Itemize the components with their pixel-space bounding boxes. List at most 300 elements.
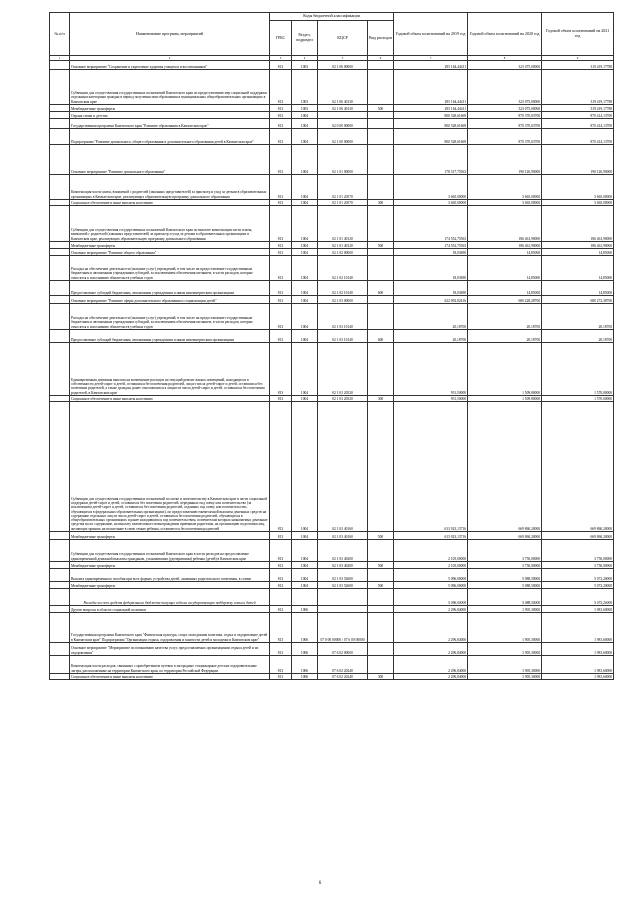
value-2021-cell: 680 272,38700: [542, 296, 614, 304]
vid-cell: [368, 119, 394, 129]
razdel-cell: 1004: [292, 540, 318, 562]
index-cell: 1: [50, 56, 70, 61]
vid-cell: [368, 61, 394, 70]
index-cell: 8: [468, 56, 542, 61]
value-2020-cell: 3 665,00000: [468, 175, 542, 200]
value-2021-cell: 870 414,13700: [542, 119, 614, 129]
ksr-cell: 02 1 01 20570: [318, 200, 368, 206]
ksr-cell: 02 1 06 40130: [318, 70, 368, 105]
row-number-cell: [50, 569, 70, 582]
value-2021-cell: 1 570,00000: [542, 396, 614, 402]
razdel-cell: 1006: [292, 674, 318, 680]
row-number-cell: [50, 330, 70, 343]
grbs-cell: 813: [270, 112, 292, 119]
value-2021-cell: 3 665,00000: [542, 200, 614, 206]
vid-cell: [368, 343, 394, 396]
value-2020-cell: 323 075,00000: [468, 70, 542, 105]
row-name-cell: Охрана семьи и детства: [70, 112, 270, 119]
row-name-cell: Государственная программа Камчатского края "Развитие образования в Камчатском крае": [70, 119, 270, 129]
value-2019-cell: 2 296,84000: [394, 656, 468, 674]
row-name-cell: Единовременная денежная выплата на возмещение расходов на текущий ремонт жилых помещений, находящихся в собственности детей-сирот и детей, оставшихся без попечения родителей, лиц из числа детей-сирот и детей, оставшихся без попечения родителей, а также граждан, ранее относившихся к лицам из числа детей-сирот и детей, оставшихся без попечения родителей, в Камчатском крае: [70, 343, 270, 396]
grbs-cell: 813: [270, 643, 292, 656]
razdel-cell: 1004: [292, 582, 318, 589]
value-2019-cell: 800 328,61669: [394, 119, 468, 129]
razdel-cell: [292, 589, 318, 606]
table-row: [50, 532, 614, 540]
table-row: [50, 656, 614, 674]
value-2019-cell: 2 105,00000: [394, 562, 468, 569]
value-2020-cell: 1 905,30000: [468, 606, 542, 613]
razdel-cell: 1004: [292, 562, 318, 569]
row-number-cell: [50, 540, 70, 562]
col-num-header: № п/п: [50, 13, 70, 56]
budget-table: [49, 12, 614, 680]
grbs-cell: 813: [270, 175, 292, 200]
razdel-cell: 1004: [292, 242, 318, 249]
grbs-cell: 813: [270, 532, 292, 540]
grbs-cell: 813: [270, 281, 292, 296]
grbs-cell: 813: [270, 582, 292, 589]
value-2021-cell: 870 414,13700: [542, 112, 614, 119]
row-number-cell: [50, 532, 70, 540]
grbs-cell: 813: [270, 562, 292, 569]
razdel-cell: 1004: [292, 256, 318, 281]
row-number-cell: [50, 296, 70, 304]
grbs-cell: 813: [270, 206, 292, 242]
row-name-cell: Субвенции для осуществления государственных полномочий Камчатского края в части расходов на предоставление единовременной денежной выплаты гражданам, усыновившим (удочерившим) ребенка (детей) в Камчатском крае: [70, 540, 270, 562]
razdel-cell: 1006: [292, 606, 318, 613]
table-row: [50, 296, 614, 304]
value-2019-cell: 951,50000: [394, 343, 468, 396]
col-ksr-header: КЦСР: [318, 21, 368, 56]
vid-cell: 500: [368, 242, 394, 249]
value-2019-cell: 20,18700: [394, 304, 468, 330]
grbs-cell: 813: [270, 256, 292, 281]
value-2020-cell: 1 905,30000: [468, 613, 542, 643]
index-cell: 6: [368, 56, 394, 61]
table-row: [50, 582, 614, 589]
vid-cell: [368, 589, 394, 606]
row-name-cell: Другие вопросы в области социальной политики: [70, 606, 270, 613]
row-number-cell: [50, 242, 70, 249]
table-row: [50, 606, 614, 613]
row-number-cell: [50, 61, 70, 70]
ksr-cell: 02 1 02 10140: [318, 256, 368, 281]
table-row: [50, 105, 614, 112]
value-2019-cell: 18,03690: [394, 256, 468, 281]
table-row: [50, 589, 614, 606]
table-row: [50, 119, 614, 129]
value-2020-cell: 3 750,00000: [468, 562, 542, 569]
vid-cell: 600: [368, 330, 394, 343]
value-2019-cell: 174 552,75563: [394, 242, 468, 249]
row-number-cell: [50, 643, 70, 656]
vid-cell: 300: [368, 396, 394, 402]
value-2020-cell: 669 860,20000: [468, 402, 542, 532]
razdel-cell: 1004: [292, 296, 318, 304]
value-2020-cell: 14,85000: [468, 256, 542, 281]
ksr-cell: 02 1 03 20520: [318, 343, 368, 396]
value-2021-cell: 1 981,60000: [542, 643, 614, 656]
value-2019-cell: 800 328,61669: [394, 112, 468, 119]
ksr-cell: 07 6 02 20240: [318, 674, 368, 680]
table-row: [50, 200, 614, 206]
value-2021-cell: 190 126,90000: [542, 145, 614, 175]
ksr-cell: 02 1 01 20570: [318, 175, 368, 200]
razdel-cell: 1003: [292, 105, 318, 112]
value-2020-cell: 190 126,90000: [468, 145, 542, 175]
grbs-cell: 813: [270, 540, 292, 562]
ksr-cell: 02 1 03 10140: [318, 304, 368, 330]
table-row: [50, 256, 614, 281]
razdel-cell: 1006: [292, 656, 318, 674]
ksr-cell: 02 1 03 40200: [318, 540, 368, 562]
vid-cell: [368, 206, 394, 242]
value-2020-cell: 3 750,00000: [468, 540, 542, 562]
ksr-cell: 02 1 03 40200: [318, 562, 368, 569]
grbs-cell: 813: [270, 674, 292, 680]
value-2020-cell: 186 461,90000: [468, 206, 542, 242]
grbs-cell: 813: [270, 569, 292, 582]
value-2020-cell: 3 665,00000: [468, 200, 542, 206]
row-number-cell: [50, 281, 70, 296]
value-2021-cell: 20,18700: [542, 304, 614, 330]
grbs-cell: 813: [270, 200, 292, 206]
ksr-cell: [318, 589, 368, 606]
value-2021-cell: 1 570,00000: [542, 343, 614, 396]
value-2019-cell: 5 096,00000: [394, 589, 468, 606]
table-row: [50, 540, 614, 562]
ksr-cell: [318, 112, 368, 119]
row-number-cell: [50, 343, 70, 396]
row-name-cell: Межбюджетные трансферты: [70, 562, 270, 569]
value-2020-cell: 323 075,00000: [468, 61, 542, 70]
row-number-cell: [50, 589, 70, 606]
ksr-cell: 02 1 03 10140: [318, 330, 368, 343]
value-2019-cell: 2 296,84000: [394, 643, 468, 656]
row-name-cell: Межбюджетные трансферты: [70, 582, 270, 589]
razdel-cell: 1004: [292, 206, 318, 242]
value-2021-cell: 319 419,17788: [542, 61, 614, 70]
value-2021-cell: 5 072,20000: [542, 569, 614, 582]
value-2020-cell: 680 228,28700: [468, 296, 542, 304]
table-row: [50, 281, 614, 296]
value-2020-cell: 1 509,80000: [468, 396, 542, 402]
value-2019-cell: 18,03690: [394, 249, 468, 256]
ksr-cell: [318, 606, 368, 613]
table-row: [50, 242, 614, 249]
value-2019-cell: 2 296,84000: [394, 674, 468, 680]
vid-cell: [368, 540, 394, 562]
razdel-cell: 1004: [292, 129, 318, 145]
grbs-cell: 813: [270, 343, 292, 396]
grbs-cell: 813: [270, 656, 292, 674]
value-2021-cell: 14,85000: [542, 256, 614, 281]
razdel-cell: 1004: [292, 249, 318, 256]
value-2020-cell: 669 860,20000: [468, 532, 542, 540]
grbs-cell: 813: [270, 304, 292, 330]
row-name-cell: Предоставление субсидий бюджетным, автономным учреждениям и иным некоммерческим организациям: [70, 330, 270, 343]
grbs-cell: 813: [270, 242, 292, 249]
value-2021-cell: 14,85000: [542, 281, 614, 296]
col-razdel-header: Раздел, подраздел: [292, 21, 318, 56]
ksr-cell: 02 1 03 40160: [318, 402, 368, 532]
vid-cell: [368, 296, 394, 304]
razdel-cell: 1004: [292, 281, 318, 296]
vid-cell: [368, 643, 394, 656]
razdel-cell: 1004: [292, 396, 318, 402]
ksr-cell: 02 1 01 40120: [318, 206, 368, 242]
grbs-cell: 813: [270, 105, 292, 112]
value-2021-cell: 1 981,60000: [542, 674, 614, 680]
row-number-cell: [50, 402, 70, 532]
row-number-cell: [50, 304, 70, 330]
grbs-cell: 813: [270, 296, 292, 304]
value-2019-cell: 5 096,00000: [394, 582, 468, 589]
row-name-cell: Основное мероприятие "Развитие дошкольного образования": [70, 145, 270, 175]
value-2021-cell: 669 860,20000: [542, 402, 614, 532]
table-row: [50, 402, 614, 532]
razdel-cell: 1004: [292, 145, 318, 175]
value-2020-cell: 323 075,00000: [468, 105, 542, 112]
vid-cell: [368, 70, 394, 105]
col-name-header: Наименование программ, мероприятий: [70, 13, 270, 56]
value-2019-cell: 20,18700: [394, 330, 468, 343]
grbs-cell: 813: [270, 402, 292, 532]
grbs-cell: 813: [270, 70, 292, 105]
value-2020-cell: 870 370,03700: [468, 112, 542, 119]
row-number-cell: [50, 582, 70, 589]
value-2019-cell: 295 164,44411: [394, 105, 468, 112]
value-2019-cell: 178 317,75563: [394, 145, 468, 175]
vid-cell: [368, 145, 394, 175]
razdel-cell: 1004: [292, 402, 318, 532]
row-number-cell: [50, 112, 70, 119]
row-name-cell: Основное мероприятие "Сохранение и укрепление здоровья учащихся и воспитанников": [70, 61, 270, 70]
row-number-cell: [50, 119, 70, 129]
value-2021-cell: 186 461,90000: [542, 242, 614, 249]
page-number: 6: [318, 881, 322, 886]
ksr-cell: 02 0 00 00000: [318, 119, 368, 129]
col-2021-header: Годовой объем ассигнований на 2021 год: [542, 13, 614, 56]
row-name-cell: Предоставление субсидий бюджетным, автономным учреждениям и иным некоммерческим организациям: [70, 281, 270, 296]
value-2019-cell: 2 296,84000: [394, 613, 468, 643]
row-number-cell: [50, 145, 70, 175]
value-2020-cell: 5 088,50000: [468, 569, 542, 582]
table-row: [50, 249, 614, 256]
value-2019-cell: 613 923,13716: [394, 402, 468, 532]
value-2021-cell: 186 461,90000: [542, 206, 614, 242]
row-number-cell: [50, 256, 70, 281]
row-name-cell: Основное мероприятие "Мероприятие по повышению качества услуг, предоставляемых организациями отдыха детей и их оздоровления": [70, 643, 270, 656]
value-2019-cell: 18,03690: [394, 281, 468, 296]
value-2021-cell: 1 981,60000: [542, 613, 614, 643]
row-name-cell: Подпрограмма "Развитие дошкольного, общего образования и дополнительного образования детей в Камчатском крае": [70, 129, 270, 145]
table-body: [50, 61, 614, 680]
grbs-cell: 813: [270, 330, 292, 343]
table-row: [50, 112, 614, 119]
razdel-cell: 1003: [292, 61, 318, 70]
value-2020-cell: 1 905,30000: [468, 656, 542, 674]
ksr-cell: 02 1 03 40160: [318, 532, 368, 540]
grbs-cell: 813: [270, 145, 292, 175]
razdel-cell: 1003: [292, 70, 318, 105]
razdel-cell: 1004: [292, 175, 318, 200]
razdel-cell: 1004: [292, 569, 318, 582]
value-2020-cell: 186 461,90000: [468, 242, 542, 249]
table-row: [50, 70, 614, 105]
value-2019-cell: 800 328,61669: [394, 129, 468, 145]
value-2021-cell: 5 072,20000: [542, 589, 614, 606]
value-2019-cell: 2 105,00000: [394, 540, 468, 562]
row-name-cell: Основное мероприятие "Развитие общего образования": [70, 249, 270, 256]
row-number-cell: [50, 656, 70, 674]
vid-cell: [368, 304, 394, 330]
col-budget-code-header: Коды бюджетной классификации: [270, 13, 394, 21]
vid-cell: [368, 129, 394, 145]
value-2021-cell: 5 072,20000: [542, 582, 614, 589]
vid-cell: [368, 175, 394, 200]
table-row: [50, 304, 614, 330]
ksr-cell: 02 1 03 52600: [318, 569, 368, 582]
value-2019-cell: 3 665,00000: [394, 200, 468, 206]
vid-cell: 500: [368, 562, 394, 569]
col-2019-header: Годовой объем ассигнований на 2019 год: [394, 13, 468, 56]
razdel-cell: 1004: [292, 343, 318, 396]
col-grbs-header: ГРБС: [270, 21, 292, 56]
ksr-cell: 02 1 00 00000: [318, 129, 368, 145]
razdel-cell: 1004: [292, 200, 318, 206]
table-row: [50, 343, 614, 396]
vid-cell: [368, 656, 394, 674]
row-number-cell: [50, 206, 70, 242]
value-2021-cell: 669 860,20000: [542, 532, 614, 540]
table-row: [50, 613, 614, 643]
vid-cell: 500: [368, 105, 394, 112]
vid-cell: [368, 402, 394, 532]
grbs-cell: 813: [270, 396, 292, 402]
ksr-cell: 02 1 06 00000: [318, 61, 368, 70]
razdel-cell: 1004: [292, 304, 318, 330]
table-row: [50, 569, 614, 582]
value-2021-cell: 1 981,60000: [542, 656, 614, 674]
row-name-cell: Социальное обеспечение и иные выплаты населению: [70, 396, 270, 402]
value-2021-cell: 319 419,17788: [542, 70, 614, 105]
row-number-cell: [50, 129, 70, 145]
col-2020-header: Годовой объем ассигнований на 2020 год: [468, 13, 542, 56]
row-name-cell: Компенсация части платы, взимаемой с родителей (законных представителей) за присмотр и уход за детьми в образовательных организациях в Камчатском крае, реализующих образовательную программу дошкольного образования: [70, 175, 270, 200]
row-name-cell: Межбюджетные трансферты: [70, 242, 270, 249]
vid-cell: 600: [368, 281, 394, 296]
value-2019-cell: 622 092,82416: [394, 296, 468, 304]
ksr-cell: 07 6 02 00000: [318, 643, 368, 656]
vid-cell: [368, 112, 394, 119]
ksr-cell: 02 1 02 10140: [318, 281, 368, 296]
row-name-cell: Субвенции для осуществления государственных полномочий Камчатского края по выплате компенсации части платы, взимаемой с родителей (законных представителей) за присмотр и уход за детьми в образовательных организациях в Камчатском крае, реализующих образовательную программу дошкольного образования: [70, 206, 270, 242]
vid-cell: [368, 256, 394, 281]
value-2020-cell: 5 088,50000: [468, 582, 542, 589]
vid-cell: [368, 606, 394, 613]
value-2021-cell: 319 419,17788: [542, 105, 614, 112]
index-cell: 4: [292, 56, 318, 61]
row-name-cell: Расходы на обеспечение деятельности (оказание услуг) учреждений, в том числе на предоставление государственным бюджетным и автономным учреждениям субсидий, за исключением обеспечения питанием, в части расходов, которые относятся к исполнению обязательств учебных годов: [70, 256, 270, 281]
index-cell: 9: [542, 56, 614, 61]
ksr-cell: 02 1 01 00000: [318, 145, 368, 175]
index-cell: 3: [270, 56, 292, 61]
value-2020-cell: 1 509,80000: [468, 343, 542, 396]
col-vid-header: Вид расходов: [368, 21, 394, 56]
value-2021-cell: 870 414,13700: [542, 129, 614, 145]
index-cell: 7: [394, 56, 468, 61]
table-header: [50, 13, 614, 61]
value-2020-cell: 870 370,03700: [468, 119, 542, 129]
value-2021-cell: 3 750,00000: [542, 540, 614, 562]
value-2020-cell: 14,85000: [468, 249, 542, 256]
row-number-cell: [50, 175, 70, 200]
grbs-cell: 813: [270, 129, 292, 145]
value-2019-cell: 5 096,00000: [394, 569, 468, 582]
row-name-cell: Расходы на обеспечение деятельности (оказание услуг) учреждений, в том числе на предоставление государственным бюджетным и автономным учреждениям субсидий, за исключением обеспечения питанием, в части расходов, которые относятся к исполнению обязательств учебных годов: [70, 304, 270, 330]
value-2019-cell: 613 923,13716: [394, 532, 468, 540]
row-name-cell: Межбюджетные трансферты: [70, 105, 270, 112]
grbs-cell: 813: [270, 613, 292, 643]
value-2019-cell: 174 552,75563: [394, 206, 468, 242]
razdel-cell: 1004: [292, 112, 318, 119]
value-2021-cell: 3 750,00000: [542, 562, 614, 569]
row-name-cell: Основное мероприятие "Развитие сферы дополнительного образования и социализации детей": [70, 296, 270, 304]
table-row: [50, 61, 614, 70]
vid-cell: [368, 613, 394, 643]
value-2021-cell: 14,85000: [542, 249, 614, 256]
razdel-cell: 1006: [292, 643, 318, 656]
ksr-cell: 02 1 01 40120: [318, 242, 368, 249]
ksr-cell: 02 1 03 20520: [318, 396, 368, 402]
value-2019-cell: 3 665,00000: [394, 175, 468, 200]
row-name-cell: Субвенции для осуществления государственных полномочий по опеке и попечительству в Камчатском крае в части социальной поддержки детей-сирот и детей, оставшихся без попечения родителей, переданных под опеку или попечительство (за исключением детей-сирот и детей, оставшихся без попечения родителей, отданных под опеку или попечительство, обучающихся в федеральных образовательных организациях), по предоставлению ежемесячной выплаты денежных средств на содержание отдельных лиц из числа детей-сирот и детей, оставшихся без попечения родителей, обучающихся в общеобразовательных организациях и ранее находившихся под попечительством, попечителям которых назначаемых денежные средства на их содержание, на выплату ежемесячного вознаграждения приемным родителям, на организацию подготовки лиц, желающих принять на воспитание в свою семью ребенка, оставшегося без попечения родителей: [70, 402, 270, 532]
value-2019-cell: 295 164,44411: [394, 61, 468, 70]
vid-cell: 500: [368, 582, 394, 589]
value-2020-cell: 20,18700: [468, 330, 542, 343]
grbs-cell: 813: [270, 119, 292, 129]
ksr-cell: 07 6 02 20240: [318, 656, 368, 674]
value-2021-cell: 20,18700: [542, 330, 614, 343]
grbs-cell: 813: [270, 249, 292, 256]
razdel-cell: 1004: [292, 330, 318, 343]
index-cell: 5: [318, 56, 368, 61]
value-2020-cell: 14,85000: [468, 281, 542, 296]
value-2020-cell: 1 905,30000: [468, 674, 542, 680]
grbs-cell: 813: [270, 61, 292, 70]
row-name-cell: Социальное обеспечение и иные выплаты населению: [70, 674, 270, 680]
table-row: [50, 562, 614, 569]
table-row: [50, 674, 614, 680]
row-name-cell: Компенсация части расходов, связанных с приобретением путевок в загородные стационарные детские оздоровительные лагеря, расположенные на территории Камчатского края, по территории Российской Федерации: [70, 656, 270, 674]
row-name-cell: Субвенции для осуществления государственных полномочий Камчатского края по предоставлению мер социальной поддержки отдельным категориям граждан в период получения ими образования в муниципальных общеобразовательных организациях в Камчатском крае: [70, 70, 270, 105]
vid-cell: 300: [368, 674, 394, 680]
grbs-cell: [270, 589, 292, 606]
ksr-cell: 02 1 03 00000: [318, 296, 368, 304]
vid-cell: 300: [368, 200, 394, 206]
ksr-cell: 02 1 06 40130: [318, 105, 368, 112]
table-row: [50, 129, 614, 145]
value-2020-cell: 5 088,50000: [468, 589, 542, 606]
row-name-cell: Расходы за счет средств федерального бюджета текущих года на государственную поддержку семьи и детей: [70, 589, 270, 606]
row-name-cell: Государственная программа Камчатского края "Физическая культура, спорт, молодежная политика, отдых и оздоровление детей в Камчатском крае" Подпрограмма "Организация отдыха, оздоровления и занятости детей и молодежи в Камчатском крае": [70, 613, 270, 643]
row-number-cell: [50, 562, 70, 569]
index-cell: 2: [70, 56, 270, 61]
value-2021-cell: 3 665,00000: [542, 175, 614, 200]
value-2020-cell: 870 370,03700: [468, 129, 542, 145]
